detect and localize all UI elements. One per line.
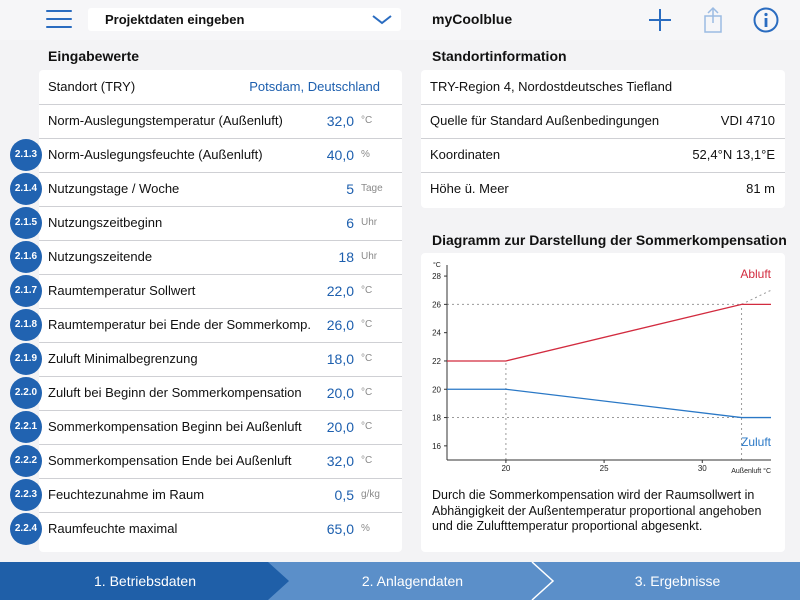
y-tick-label: 20	[432, 385, 441, 395]
input-unit: Uhr	[361, 217, 378, 228]
section-badge: 2.1.6	[10, 241, 42, 273]
input-label: Nutzungszeitende	[48, 249, 153, 264]
input-value[interactable]: 26,0	[326, 317, 354, 333]
x-tick-label: 20	[501, 464, 511, 473]
input-unit: g/kg	[361, 489, 380, 500]
chevron-down-icon	[371, 10, 393, 28]
input-row[interactable]	[39, 512, 402, 546]
input-label: Zuluft bei Beginn der Sommerkompensation	[48, 385, 302, 400]
input-row[interactable]	[39, 410, 402, 445]
x-axis-label: Außenluft °C	[731, 468, 771, 475]
input-unit: °C	[361, 115, 373, 126]
input-unit: °C	[361, 319, 373, 330]
input-label: Raumtemperatur Sollwert	[48, 283, 196, 298]
info-value: VDI 4710	[720, 113, 775, 128]
section-badge: 2.2.0	[10, 377, 42, 409]
input-value[interactable]: 18	[338, 249, 354, 265]
info-row	[421, 104, 785, 139]
guide-line	[742, 290, 771, 304]
series-line-zuluft	[447, 389, 771, 417]
section-badge: 2.1.4	[10, 173, 42, 205]
input-value[interactable]: 20,0	[326, 419, 354, 435]
y-tick-label: 24	[432, 328, 441, 338]
input-label: Raumtemperatur bei Ende der Sommerkomp.	[48, 317, 312, 332]
input-unit: °C	[361, 421, 373, 432]
info-value: 52,4°N 13,1°E	[692, 147, 775, 162]
series-line-abluft	[447, 304, 771, 361]
input-value[interactable]: 32,0	[326, 453, 354, 469]
section-badge: 2.2.4	[10, 513, 42, 545]
input-row[interactable]	[39, 444, 402, 479]
location-value[interactable]: Potsdam, Deutschland	[249, 79, 380, 94]
input-value[interactable]: 65,0	[326, 521, 354, 537]
input-label: Norm-Auslegungsfeuchte (Außenluft)	[48, 147, 263, 162]
input-row[interactable]	[39, 172, 402, 207]
series-label-zuluft: Zuluft	[740, 435, 771, 449]
input-unit: Tage	[361, 183, 383, 194]
input-value[interactable]: 0,5	[334, 487, 354, 503]
info-row	[421, 172, 785, 206]
location-info-card	[421, 70, 785, 208]
region-row	[421, 70, 785, 105]
y-tick-label: 28	[432, 272, 441, 282]
location-label: Standort (TRY)	[48, 79, 136, 94]
series-label-abluft: Abluft	[740, 267, 771, 281]
input-value[interactable]: 32,0	[326, 113, 354, 129]
input-value[interactable]: 20,0	[326, 385, 354, 401]
summer-compensation-chart	[421, 253, 785, 483]
input-label: Sommerkompensation Beginn bei Außenluft	[48, 419, 302, 434]
input-label: Norm-Auslegungstemperatur (Außenluft)	[48, 113, 283, 128]
info-label: Höhe ü. Meer	[430, 181, 509, 196]
section-badge: 2.2.2	[10, 445, 42, 477]
input-values-title: Eingabewerte	[48, 48, 140, 64]
input-row[interactable]	[39, 376, 402, 411]
step-operating-data[interactable]: 1. Betriebsdaten	[94, 573, 196, 589]
project-selector[interactable]	[88, 8, 401, 31]
input-label: Feuchtezunahme im Raum	[48, 487, 205, 502]
location-info-title: Standortinformation	[432, 48, 567, 64]
step-system-data[interactable]: 2. Anlagendaten	[361, 573, 464, 589]
y-tick-label: 16	[432, 441, 441, 451]
section-badge: 2.1.5	[10, 207, 42, 239]
input-value[interactable]: 40,0	[326, 147, 354, 163]
share-icon[interactable]	[702, 6, 724, 34]
input-label: Sommerkompensation Ende bei Außenluft	[48, 453, 292, 468]
input-row[interactable]	[39, 478, 402, 513]
project-selector-value: Projektdaten eingeben	[105, 12, 245, 27]
section-badge: 2.1.7	[10, 275, 42, 307]
diagram-title: Diagramm zur Darstellung der Sommerkompensation	[432, 232, 787, 248]
input-row[interactable]	[39, 274, 402, 309]
section-badge: 2.2.1	[10, 411, 42, 443]
input-value[interactable]: 6	[346, 215, 354, 231]
input-label: Nutzungszeitbeginn	[48, 215, 163, 230]
section-badge: 2.2.3	[10, 479, 42, 511]
region-text: TRY-Region 4, Nordostdeutsches Tiefland	[430, 79, 673, 94]
y-tick-label: 26	[432, 300, 441, 310]
info-label: Koordinaten	[430, 147, 501, 162]
y-tick-label: 18	[432, 413, 441, 423]
input-unit: %	[361, 149, 370, 160]
input-unit: °C	[361, 285, 373, 296]
input-unit: °C	[361, 455, 373, 466]
input-unit: Uhr	[361, 251, 378, 262]
x-tick-label: 25	[599, 464, 609, 473]
input-unit: °C	[361, 387, 373, 398]
input-row[interactable]	[39, 240, 402, 275]
info-row	[421, 138, 785, 173]
section-badge: 2.1.3	[10, 139, 42, 171]
y-axis-label: °C	[433, 262, 441, 269]
input-label: Nutzungstage / Woche	[48, 181, 180, 196]
input-unit: °C	[361, 353, 373, 364]
input-row[interactable]	[39, 138, 402, 173]
input-value[interactable]: 18,0	[326, 351, 354, 367]
input-row[interactable]	[39, 206, 402, 241]
x-tick-label: 30	[697, 464, 707, 473]
section-badge: 2.1.9	[10, 343, 42, 375]
input-row[interactable]	[39, 308, 402, 343]
info-label: Quelle für Standard Außenbedingungen	[430, 113, 660, 128]
input-value[interactable]: 5	[346, 181, 354, 197]
input-label: Zuluft Minimalbegrenzung	[48, 351, 198, 366]
hamburger-menu-icon[interactable]	[46, 10, 72, 30]
input-values-card	[39, 70, 402, 552]
info-icon[interactable]	[752, 6, 780, 34]
plus-icon[interactable]	[647, 6, 673, 34]
input-value[interactable]: 22,0	[326, 283, 354, 299]
top-toolbar	[0, 0, 800, 40]
input-row[interactable]	[39, 342, 402, 377]
y-tick-label: 22	[432, 356, 441, 366]
diagram-description: Durch die Sommerkompensation wird der Raumsollwert in Abhängigkeit der Außentemperatur proportional angehoben und die Zulufttemperatur proportional abgesenkt.	[432, 488, 762, 533]
input-row[interactable]	[39, 104, 402, 139]
input-label: Raumfeuchte maximal	[48, 521, 178, 536]
info-value: 81 m	[746, 181, 775, 196]
app-title: myCoolblue	[432, 11, 513, 27]
step-results[interactable]: 3. Ergebnisse	[634, 573, 721, 589]
location-row[interactable]	[39, 70, 402, 105]
step-navigation	[0, 562, 800, 600]
section-badge: 2.1.8	[10, 309, 42, 341]
input-unit: %	[361, 523, 370, 534]
